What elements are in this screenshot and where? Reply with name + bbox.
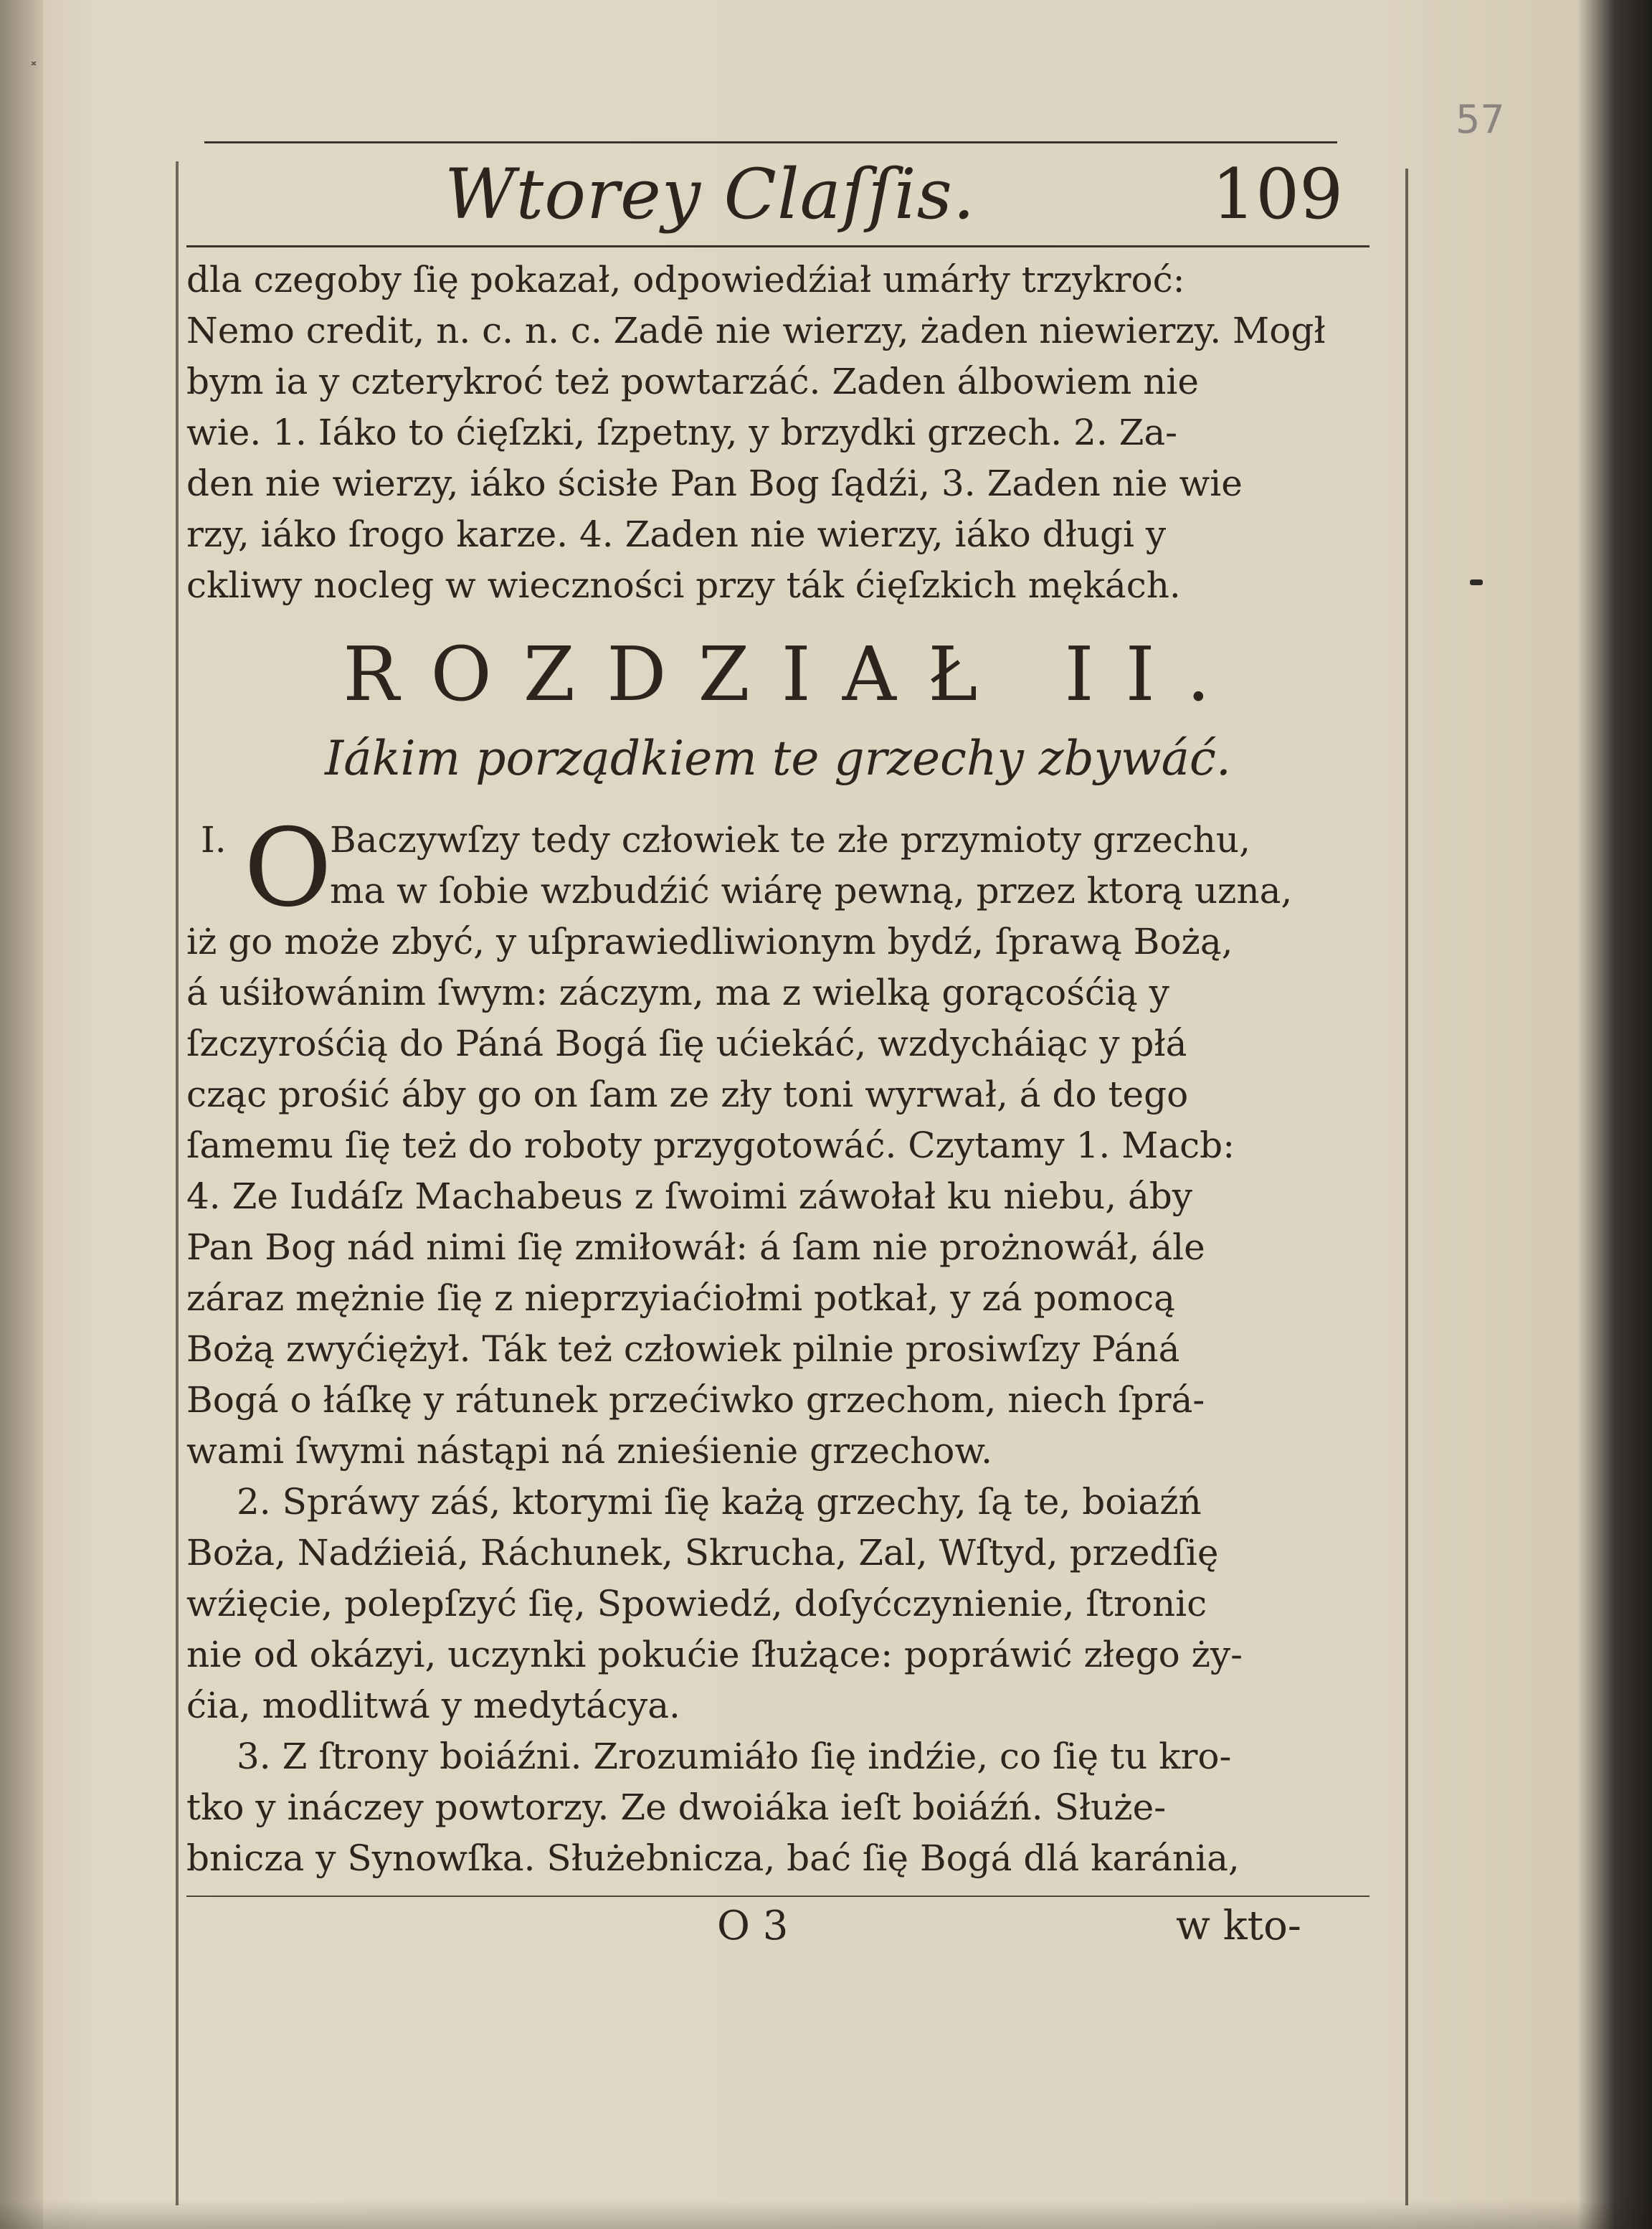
text-line: nie od okázyi, uczynki pokućie ſłużące: popráwić złego ży-	[186, 1634, 1243, 1675]
text-line: ma w ſobie wzbudźić wiárę pewną, przez ktorą uzna,	[330, 870, 1293, 912]
chapter-subtitle: Iákim porządkiem te grzechy zbywáć.	[325, 731, 1231, 786]
gutter-mark: ˟	[29, 59, 39, 82]
text-line: Pan Bog nád nimi ſię zmiłowáł: á ſam nie prożnowáł, ále	[186, 1226, 1205, 1268]
text-line: 2. Spráwy záś, ktorymi ſię każą grzechy, ſą te, boiaźń	[237, 1481, 1202, 1523]
text-line: ſzczyrośćią do Páná Bogá ſię ućiekáć, wzdycháiąc y płá	[186, 1023, 1187, 1064]
catchword: w kto-	[1176, 1903, 1301, 1949]
page-header	[186, 143, 1369, 247]
text-line: Nemo credit, n. c. n. c. Zadē nie wierzy, żaden niewierzy. Mogł	[186, 310, 1326, 351]
text-line: Boża, Nadźieiá, Ráchunek, Skrucha, Zal, Wſtyd, przedſię	[186, 1532, 1219, 1573]
text-line: Bogá o łáſkę y rátunek przećiwko grzechom, niech ſprá-	[186, 1379, 1205, 1421]
text-line: 4. Ze Iudáſz Machabeus z ſwoimi záwołał ku niebu, áby	[186, 1175, 1193, 1217]
text-line: ckliwy nocleg w wieczności przy ták ćięſzkich mękách.	[186, 564, 1181, 606]
margin-dash-mark	[1470, 579, 1483, 585]
text-line: bnicza y Synowſka. Służebnicza, bać ſię Bogá dlá karánia,	[186, 1837, 1240, 1879]
left-margin-rule	[176, 161, 179, 2205]
text-line: wie. 1. Iáko to ćięſzki, ſzpetny, y brzydki grzech. 2. Za-	[186, 412, 1178, 453]
text-line: cząc prośić áby go on ſam ze zły toni wyrwał, á do tego	[186, 1074, 1189, 1115]
text-line: den nie wierzy, iáko ścisłe Pan Bog ſądźi, 3. Zaden nie wie	[186, 463, 1243, 504]
paragraph-3	[186, 1731, 1369, 1884]
right-margin-rule	[1405, 169, 1408, 2205]
text-line: rzy, iáko ſrogo karze. 4. Zaden nie wierzy, iáko długi y	[186, 514, 1167, 555]
text-block	[186, 143, 1369, 1954]
paragraph-2	[186, 1477, 1369, 1731]
text-line: ćia, modlitwá y medytácya.	[186, 1685, 680, 1726]
text-line: wami ſwymi nástąpi ná znieśienie grzechow.	[186, 1430, 993, 1472]
text-line: záraz mężnie ſię z nieprzyiaćiołmi potkał, y zá pomocą	[186, 1277, 1175, 1319]
drop-cap: O	[244, 806, 332, 931]
text-line: Bożą zwyćiężył. Ták też człowiek pilnie prosiwſzy Páná	[186, 1328, 1180, 1370]
binding-edge	[0, 0, 43, 2229]
text-line: 3. Z ſtrony boiáźni. Zrozumiáło ſię indźie, co ſię tu kro-	[237, 1736, 1232, 1777]
opening-paragraph	[186, 255, 1369, 611]
text-line: á uśiłowánim ſwym: záczym, ma z wielką gorącośćią y	[186, 972, 1169, 1013]
archive-page-number: 57	[1456, 97, 1505, 142]
paragraph-1	[186, 806, 1369, 1477]
text-line: bym ia y czterykroć też powtarzáć. Zaden álbowiem nie	[186, 361, 1199, 402]
chapter-heading: ROZDZIAŁ II.	[343, 630, 1242, 718]
folio-number: 109	[1212, 154, 1344, 235]
text-line: dla czegoby ſię pokazał, odpowiedźiał umárły trzykroć:	[186, 259, 1185, 300]
page-footer	[186, 1896, 1369, 1954]
text-line: tko y ináczey powtorzy. Ze dwoiáka ieſt boiáźń. Służe-	[186, 1786, 1167, 1828]
text-line: Baczywſzy tedy człowiek te złe przymioty grzechu,	[330, 819, 1250, 861]
text-line: iż go może zbyć, y uſprawiedliwionym bydź, ſprawą Bożą,	[186, 921, 1233, 962]
running-head: Wtorey Claſſis.	[445, 154, 976, 235]
text-line: ſamemu ſię też do roboty przygotowáć. Czytamy 1. Macb:	[186, 1125, 1235, 1166]
paragraph-number: I.	[201, 819, 227, 861]
signature-mark: O 3	[717, 1903, 789, 1949]
text-line: wźięcie, polepſzyć ſię, Spowiedź, doſyćczynienie, ſtronic	[186, 1583, 1207, 1624]
page-bottom-shadow	[0, 2200, 1652, 2229]
